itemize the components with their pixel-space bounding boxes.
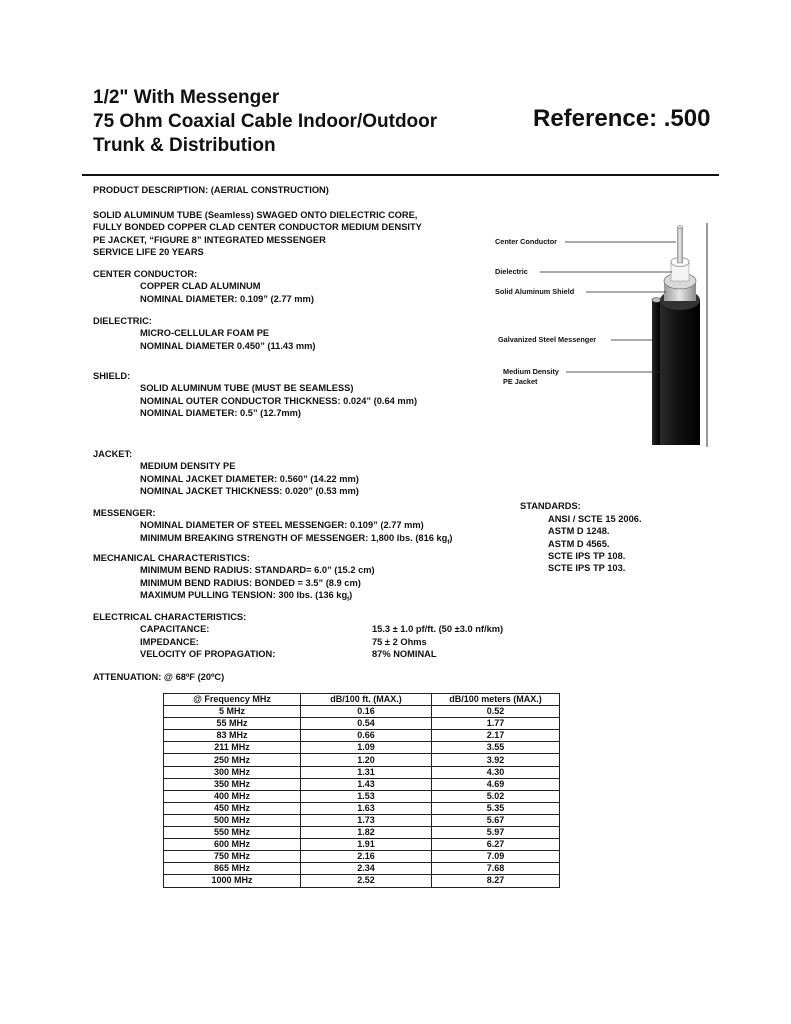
mechanical-heading: MECHANICAL CHARACTERISTICS: — [93, 553, 250, 563]
description-line: FULLY BONDED COPPER CLAD CENTER CONDUCTOR MEDIUM DENSITY — [93, 222, 422, 233]
standard-item: ASTM D 1248. — [548, 526, 610, 537]
table-header-row — [164, 694, 560, 706]
table-cell: 0.54 — [301, 718, 432, 730]
table-cell: 5.02 — [432, 790, 560, 802]
electrical-row — [93, 636, 427, 648]
spec-line: NOMINAL DIAMETER: 0.5” (12.7mm) — [140, 407, 301, 418]
table-row — [164, 790, 560, 802]
spec-line — [93, 532, 452, 549]
table-cell: 0.66 — [301, 730, 432, 742]
description-line: SERVICE LIFE 20 YEARS — [93, 246, 204, 257]
column-header: dB/100 meters (MAX.) — [432, 694, 560, 706]
dielectric-section — [93, 315, 315, 352]
label-dielectric: Dielectric — [495, 267, 528, 276]
table-row — [164, 875, 560, 887]
standard-item: SCTE IPS TP 103. — [548, 563, 626, 574]
table-cell: 750 MHz — [164, 851, 301, 863]
jacket-heading: JACKET: — [93, 449, 133, 459]
center-conductor-heading: CENTER CONDUCTOR: — [93, 269, 198, 279]
electrical-label: IMPEDANCE: — [140, 636, 199, 647]
table-cell: 5.35 — [432, 802, 560, 814]
cable-jacket — [660, 290, 700, 445]
table-cell: 550 MHz — [164, 827, 301, 839]
closing-paren: ) — [349, 589, 353, 600]
table-row — [164, 802, 560, 814]
table-cell: 450 MHz — [164, 802, 301, 814]
table-row — [164, 718, 560, 730]
electrical-row — [93, 648, 437, 660]
table-cell: 3.55 — [432, 742, 560, 754]
force-subscript: f — [347, 596, 350, 603]
table-row — [164, 814, 560, 826]
standards-list — [548, 513, 642, 574]
description-line: PE JACKET, “FIGURE 8” INTEGRATED MESSENGER — [93, 234, 326, 245]
electrical-value: 75 ± 2 Ohms — [372, 636, 427, 647]
label-jacket-line: PE Jacket — [503, 377, 538, 386]
spec-line: NOMINAL JACKET THICKNESS: 0.020” (0.53 mm) — [140, 485, 359, 496]
spec-line: NOMINAL OUTER CONDUCTOR THICKNESS: 0.024” (0.64 mm) — [140, 395, 418, 406]
standard-item: SCTE IPS TP 108. — [548, 550, 626, 561]
table-cell: 2.34 — [301, 863, 432, 875]
label-jacket-line: Medium Density — [503, 367, 559, 376]
table-row — [164, 839, 560, 851]
table-cell: 350 MHz — [164, 778, 301, 790]
electrical-label: CAPACITANCE: — [140, 624, 210, 635]
product-description-heading: PRODUCT DESCRIPTION: (AERIAL CONSTRUCTION) — [93, 185, 329, 195]
table-cell: 5 MHz — [164, 706, 301, 718]
attenuation-table — [163, 693, 560, 888]
table-cell: 1.63 — [301, 802, 432, 814]
electrical-section — [93, 611, 504, 660]
electrical-value: 87% NOMINAL — [372, 648, 437, 659]
table-cell: 1.53 — [301, 790, 432, 802]
table-cell: 7.68 — [432, 863, 560, 875]
table-cell: 1.43 — [301, 778, 432, 790]
header-divider — [82, 174, 719, 176]
center-conductor-wire — [678, 226, 683, 263]
attenuation-heading: ATTENUATION: @ 68ºF (20ºC) — [93, 672, 225, 682]
column-header: @ Frequency MHz — [164, 694, 301, 706]
table-cell: 1.77 — [432, 718, 560, 730]
force-subscript: f — [447, 539, 450, 546]
spec-line: MICRO-CELLULAR FOAM PE — [140, 328, 270, 339]
table-cell: 4.30 — [432, 766, 560, 778]
mechanical-section — [93, 552, 375, 606]
table-row — [164, 851, 560, 863]
messenger-section — [93, 507, 452, 549]
table-row — [164, 863, 560, 875]
description-line: SOLID ALUMINUM TUBE (Seamless) SWAGED ONTO DIELECTRIC CORE, — [93, 210, 418, 220]
table-row — [164, 778, 560, 790]
table-cell: 300 MHz — [164, 766, 301, 778]
spec-line: COPPER CLAD ALUMINUM — [140, 281, 261, 292]
table-cell: 8.27 — [432, 875, 560, 887]
table-cell: 55 MHz — [164, 718, 301, 730]
spec-line: SOLID ALUMINUM TUBE (MUST BE SEAMLESS) — [140, 383, 354, 394]
spec-line: MINIMUM BEND RADIUS: STANDARD= 6.0” (15.2 cm) — [140, 565, 375, 576]
messenger-heading: MESSENGER: — [93, 508, 156, 518]
messenger-wire — [652, 298, 661, 446]
table-cell: 1.20 — [301, 754, 432, 766]
electrical-heading: ELECTRICAL CHARACTERISTICS: — [93, 612, 247, 622]
table-cell: 600 MHz — [164, 839, 301, 851]
document-title — [93, 86, 437, 158]
spec-line — [93, 589, 375, 606]
table-cell: 211 MHz — [164, 742, 301, 754]
table-cell: 7.09 — [432, 851, 560, 863]
title-line-2: 75 Ohm Coaxial Cable Indoor/Outdoor — [93, 111, 438, 132]
table-row — [164, 742, 560, 754]
table-cell: 1.09 — [301, 742, 432, 754]
title-line-3: Trunk & Distribution — [93, 135, 276, 156]
pulling-tension-text: MAXIMUM PULLING TENSION: 300 lbs. (136 kg — [140, 589, 348, 600]
attenuation-table-body — [164, 706, 560, 887]
label-center-conductor: Center Conductor — [495, 237, 558, 246]
label-jacket — [503, 367, 559, 387]
spec-line: NOMINAL JACKET DIAMETER: 0.560” (14.22 mm) — [140, 473, 359, 484]
column-header: dB/100 ft. (MAX.) — [301, 694, 432, 706]
title-line-1: 1/2" With Messenger — [93, 87, 280, 108]
reference-number: Reference: .500 — [533, 105, 711, 132]
table-cell: 5.97 — [432, 827, 560, 839]
spec-line: NOMINAL DIAMETER OF STEEL MESSENGER: 0.109” (2.77 mm) — [140, 520, 424, 531]
table-row — [164, 827, 560, 839]
spec-line: NOMINAL DIAMETER: 0.109” (2.77 mm) — [140, 293, 314, 304]
table-cell: 500 MHz — [164, 814, 301, 826]
table-cell: 1.73 — [301, 814, 432, 826]
closing-paren: ) — [449, 532, 453, 543]
table-row — [164, 766, 560, 778]
table-cell: 2.52 — [301, 875, 432, 887]
table-cell: 2.16 — [301, 851, 432, 863]
table-cell: 1.91 — [301, 839, 432, 851]
jacket-section — [93, 448, 359, 497]
table-row — [164, 730, 560, 742]
product-description-text — [93, 209, 422, 258]
breaking-strength-text: MINIMUM BREAKING STRENGTH OF MESSENGER: 1,800 lbs. (816 kg — [140, 532, 448, 543]
electrical-label: VELOCITY OF PROPAGATION: — [140, 648, 276, 659]
table-cell: 6.27 — [432, 839, 560, 851]
spec-line: MEDIUM DENSITY PE — [140, 461, 236, 472]
spec-line: MINIMUM BEND RADIUS: BONDED = 3.5” (8.9 cm) — [140, 577, 361, 588]
shield-heading: SHIELD: — [93, 371, 131, 381]
center-conductor-section — [93, 268, 314, 305]
shield-section — [93, 370, 417, 419]
spec-line: NOMINAL DIAMETER 0.450” (11.43 mm) — [140, 340, 316, 351]
label-shield: Solid Aluminum Shield — [495, 287, 575, 296]
standard-item: ANSI / SCTE 15 2006. — [548, 514, 642, 524]
table-cell: 400 MHz — [164, 790, 301, 802]
electrical-row — [93, 623, 504, 635]
table-row — [164, 706, 560, 718]
table-cell: 3.92 — [432, 754, 560, 766]
table-cell: 865 MHz — [164, 863, 301, 875]
table-cell: 5.67 — [432, 814, 560, 826]
table-cell: 83 MHz — [164, 730, 301, 742]
table-cell: 4.69 — [432, 778, 560, 790]
table-cell: 0.16 — [301, 706, 432, 718]
standards-heading: STANDARDS: — [520, 501, 581, 511]
label-messenger: Galvanized Steel Messenger — [498, 335, 597, 344]
electrical-value: 15.3 ± 1.0 pf/ft. (50 ±3.0 nf/km) — [372, 624, 504, 635]
table-cell: 1.82 — [301, 827, 432, 839]
table-cell: 2.17 — [432, 730, 560, 742]
table-cell: 1.31 — [301, 766, 432, 778]
table-cell: 250 MHz — [164, 754, 301, 766]
dielectric-heading: DIELECTRIC: — [93, 316, 152, 326]
table-row — [164, 754, 560, 766]
table-cell: 0.52 — [432, 706, 560, 718]
table-cell: 1000 MHz — [164, 875, 301, 887]
standard-item: ASTM D 4565. — [548, 538, 610, 549]
